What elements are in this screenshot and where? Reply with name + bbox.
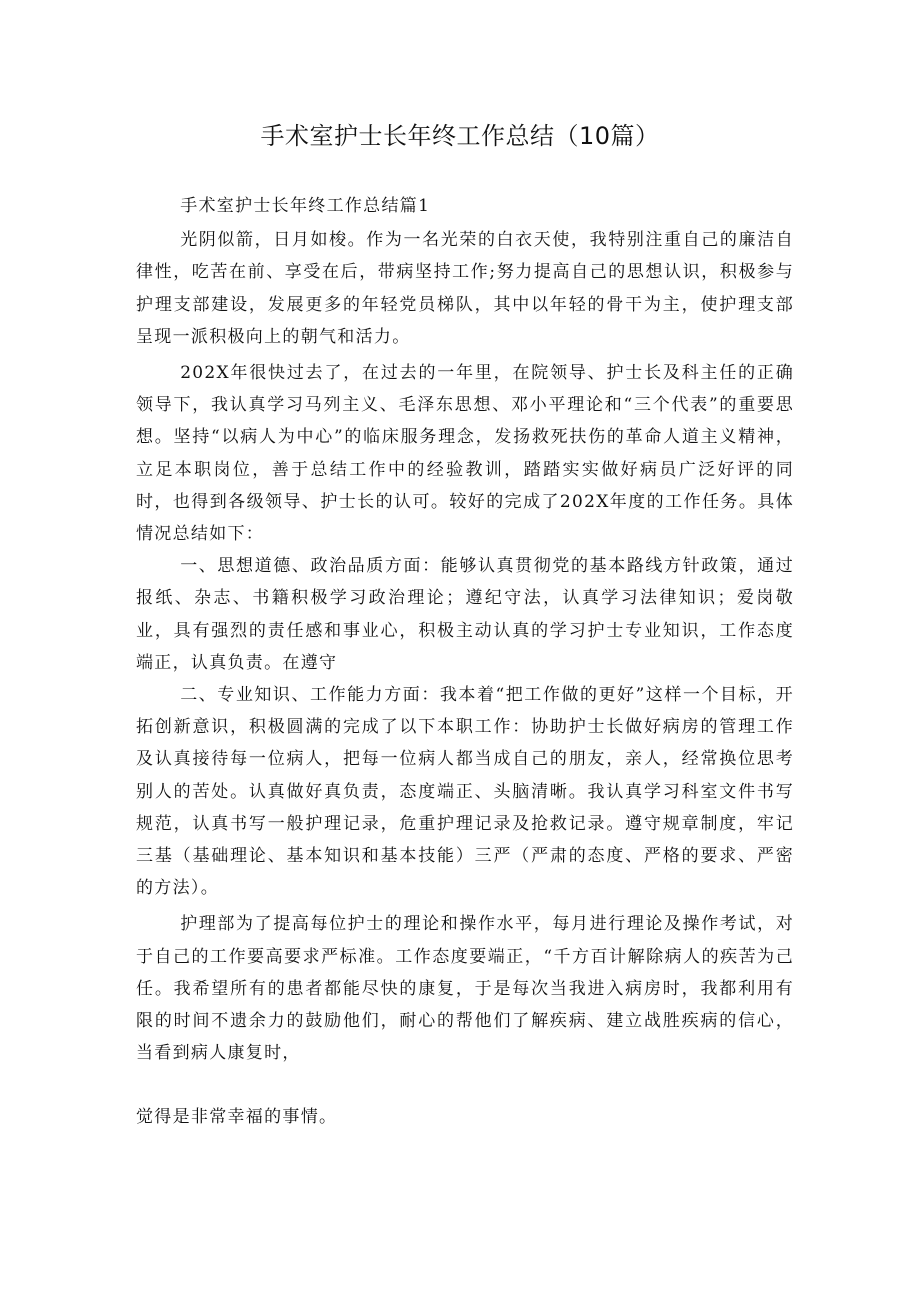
paragraph: 202X年很快过去了，在过去的一年里，在院领导、护士长及科主任的正确领导下，我认真学习马列主义、毛泽东思想、邓小平理论和“三个代表”的重要思想。坚持“以病人为中心”的临床服务理念，发扬救死扶伤的革命人道主义精神，立足本职岗位，善于总结工作中的经验教训，踏踏实实做好病员广泛好评的同时，也得到各级领导、护士长的认可。较好的完成了202X年度的工作任务。具体情况总结如下： — [136, 363, 794, 545]
document-title: 手术室护士长年终工作总结（10篇） — [260, 122, 660, 150]
paragraph: 二、专业知识、工作能力方面：我本着“把工作做的更好”这样一个目标，开拓创新意识，积极圆满的完成了以下本职工作：协助护士长做好病房的管理工作及认真接待每一位病人，把每一位病人都当成自己的朋友，亲人，经常换位思考别人的苦处。认真做好真负责，态度端正、头脑清晰。我认真学习科室文件书写规范，认真书写一般护理记录，危重护理记录及抢救记录。遵守规章制度，牢记三基（基础理论、基本知识和基本技能）三严（严肃的态度、严格的要求、严密的方法）。 — [136, 685, 794, 899]
paragraph: 护理部为了提高每位护士的理论和操作水平，每月进行理论及操作考试，对于自己的工作要高要求严标准。工作态度要端正，“千方百计解除病人的疾苦为己任。我希望所有的患者都能尽快的康复，于是每次当我进入病房时，我都利用有限的时间不遗余力的鼓励他们，耐心的帮他们了解疾病、建立战胜疾病的信心，当看到病人康复时， — [136, 914, 794, 1064]
paragraph: 一、思想道德、政治品质方面：能够认真贯彻党的基本路线方针政策，通过报纸、杂志、书籍积极学习政治理论；遵纪守法，认真学习法律知识；爱岗敬业，具有强烈的责任感和事业心，积极主动认真的学习护士专业知识，工作态度端正，认真负责。在遵守 — [136, 556, 794, 673]
section-heading: 手术室护士长年终工作总结篇1 — [180, 196, 431, 216]
closing-line: 觉得是非常幸福的事情。 — [136, 1107, 338, 1128]
document-body — [136, 190, 794, 1134]
paragraph: 光阴似箭，日月如梭。作为一名光荣的白衣天使，我特别注重自己的廉洁自律性，吃苦在前、享受在后，带病坚持工作;努力提高自己的思想认识，积极参与护理支部建设，发展更多的年轻党员梯队，其中以年轻的骨干为主，使护理支部呈现一派积极向上的朝气和活力。 — [136, 230, 794, 347]
